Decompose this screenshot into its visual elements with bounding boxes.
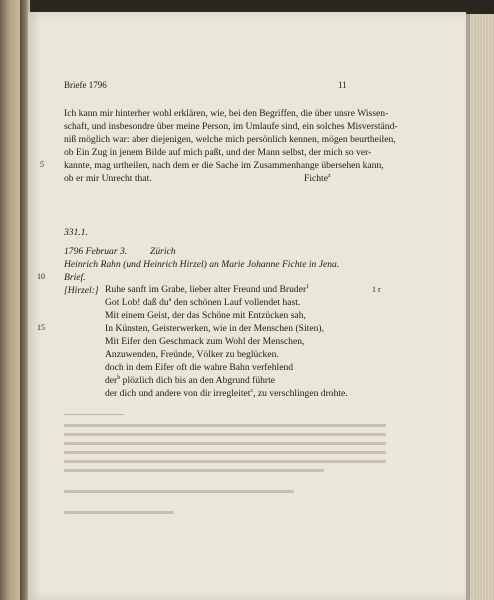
- blurred-footnote-line: [64, 460, 386, 463]
- blurred-footnote-line: [64, 511, 174, 514]
- entry-number: 331.1.: [64, 227, 88, 238]
- verse-line: [105, 284, 309, 295]
- verse-note: b: [117, 374, 121, 381]
- entry-place: Zürich: [150, 246, 176, 257]
- verse-text: der dich und andere von dir irregleitet: [105, 388, 251, 399]
- signature: [304, 172, 331, 185]
- verse-line: [105, 375, 275, 386]
- entry-type: Brief.: [64, 272, 86, 283]
- line-number-15: 15: [37, 323, 45, 332]
- verse-line: Mit Eifer den Geschmack zum Wohl der Menschen,: [105, 336, 305, 347]
- verse-line: [105, 297, 300, 308]
- verse-text: der: [105, 375, 118, 386]
- prose-line: schaft, und insbesondre über meine Person, im Umlaufe sind, ein solches Misverständ-: [64, 121, 398, 132]
- verse-line: Anzuwenden, Freünde, Völker zu beglücken.: [105, 349, 279, 360]
- verse-text: , zu verschlingen drohte.: [253, 388, 348, 399]
- verse-text: Got Lob! daß du: [105, 297, 169, 308]
- margin-note: 1 r: [372, 285, 381, 294]
- verse-note: c: [250, 387, 254, 394]
- prose-line: ob er mir Unrecht that.: [64, 173, 152, 184]
- verse-note: a: [168, 296, 172, 303]
- running-header-title: Briefe 1796: [64, 80, 107, 90]
- entry-date: 1796 Februar 3.: [64, 246, 128, 257]
- blurred-footnote-line: [64, 490, 294, 493]
- verse-text: Ruhe sanft im Grabe, lieber alter Freund und Bruder: [105, 284, 307, 295]
- signature-note: z: [327, 172, 331, 179]
- blurred-footnote-line: [64, 469, 324, 472]
- verse-line: Mit einem Geist, der das Schöne mit Entzücken sah,: [105, 310, 306, 321]
- speaker-label: [Hirzel:]: [64, 285, 99, 296]
- entry-sender: Heinrich Rahn (und Heinrich Hirzel) an Marie Johanne Fichte in Jena.: [64, 259, 340, 270]
- verse-line: In Künsten, Geisterwerken, wie in der Menschen (Siten),: [105, 323, 324, 334]
- blurred-footnote-line: [64, 451, 386, 454]
- verse-line: [105, 388, 348, 399]
- footnote-rule: [64, 414, 124, 415]
- verse-note: 1: [306, 283, 310, 290]
- signature-name: Fichte: [304, 173, 328, 184]
- blurred-footnote-line: [64, 433, 386, 436]
- blurred-footnote-line: [64, 442, 386, 445]
- verse-text: den schönen Lauf vollendet hast.: [171, 297, 301, 308]
- page-number: 11: [338, 80, 347, 90]
- prose-line: Ich kann mir hinterher wohl erklären, wie, bei den Begriffen, die über unsre Wissen-: [64, 108, 389, 119]
- verse-text: plözlich dich bis an den Abgrund führte: [120, 375, 276, 386]
- prose-line: niß möglich war: aber diejenigen, welche mich persönlich kennen, mögen beurtheilen,: [64, 134, 396, 145]
- line-number-5: 5: [40, 160, 44, 169]
- line-number-10: 10: [37, 272, 45, 281]
- prose-line: kannte, mag urtheilen, nach dem er die Sache im Zusammenhange übersehen kann,: [64, 160, 384, 171]
- verse-line: doch in dem Eifer oft die wahre Bahn verfehlend: [105, 362, 294, 373]
- prose-line: ob Ein Zug in jenem Bilde auf mich paßt, und der Mann selbst, der mich so ver-: [64, 147, 372, 158]
- blurred-footnote-line: [64, 424, 386, 427]
